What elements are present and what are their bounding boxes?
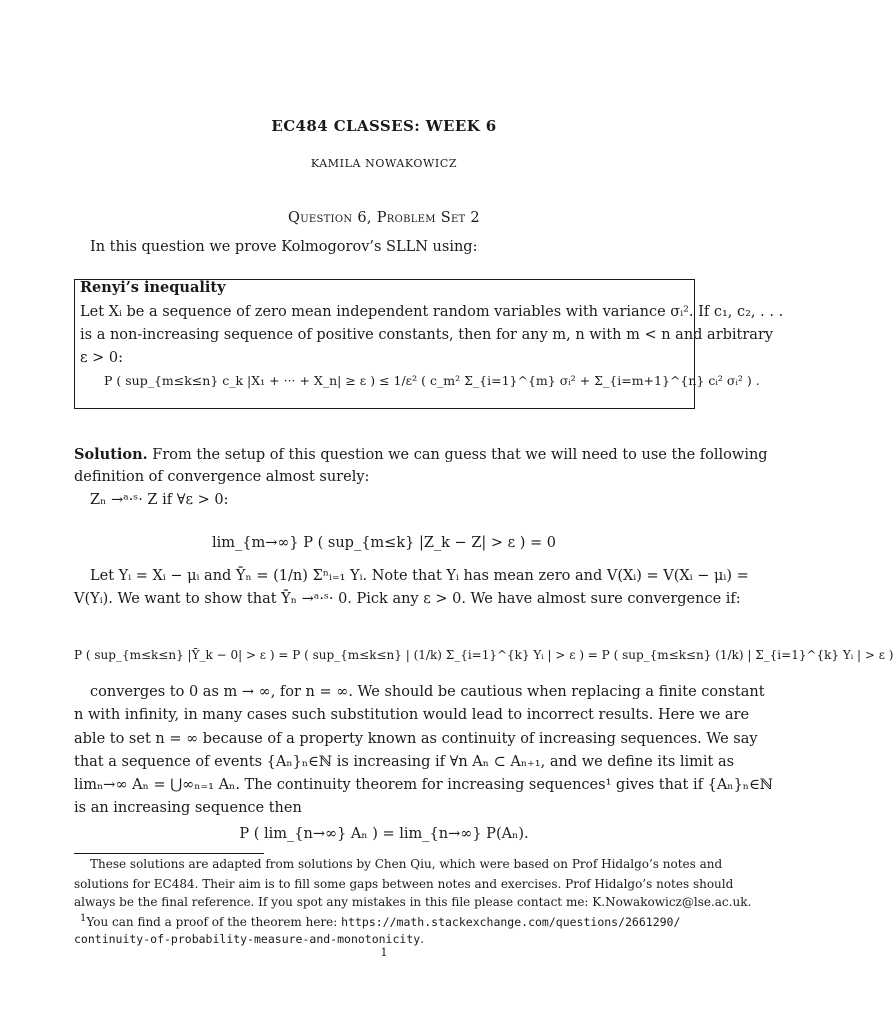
footnote-marker: 1 [80,913,87,924]
theorem-title: Renyi’s inequality [80,279,226,296]
solution-line-9: that a sequence of events {Aₙ}ₙ∈ℕ is increasing if ∀n Aₙ ⊂ Aₙ₊₁, and we define its limit as [74,754,735,770]
intro-text: In this question we prove Kolmogorov’s SLLN using: [90,239,478,255]
solution-line-2: definition of convergence almost surely: [74,469,370,485]
renyi-inequality-formula: P ( sup_{m≤k≤n} c_k |X₁ + ··· + X_n| ≥ ε ) ≤ 1/ε² ( c_m² Σ_{i=1}^{m} σᵢ² + Σ_{i=m+1}^{n} cᵢ² σᵢ² ) . [104,373,760,388]
footnote-2-line-1 [80,913,680,929]
footnote-rule [74,853,264,854]
solution-label: Solution. [74,446,148,463]
solution-line-7: n with infinity, in many cases such substitution would lead to incorrect results. Here we are [74,707,750,723]
solution-line-1 [74,446,768,463]
footnote-2-line-2 [74,932,424,946]
solution-line-5: V(Yᵢ). We want to show that Ȳₙ →ᵃ·ˢ· 0. Pick any ε > 0. We have almost sure convergence if: [74,591,741,607]
footnote-link-part-1[interactable]: https://math.stackexchange.com/questions/2661290/ [341,915,681,929]
theorem-box [74,279,760,409]
footnote-link-part-2[interactable]: continuity-of-probability-measure-and-monotonicity [74,932,421,946]
footnote-2-text: You can find a proof of the theorem here: [86,915,342,929]
solution-line-10: limₙ→∞ Aₙ = ⋃∞ₙ₌₁ Aₙ. The continuity theorem for increasing sequences¹ gives that if {Aₙ}ₙ∈ℕ [74,777,774,793]
solution-line-6: converges to 0 as m → ∞, for n = ∞. We should be cautious when replacing a finite constant [90,684,765,700]
author-name: KAMILA NOWAKOWICZ [310,157,458,170]
footnote-1-line-2: solutions for EC484. Their aim is to fill some gaps between notes and exercises. Prof Hidalgo’s notes should [74,877,734,891]
question-heading: Question 6, Problem Set 2 [288,210,480,226]
solution-line-4: Let Yᵢ = Xᵢ − μᵢ and Ȳₙ = (1/n) Σⁿᵢ₌₁ Yᵢ. Note that Yᵢ has mean zero and V(Xᵢ) = V(Xᵢ − μᵢ) = [90,568,749,584]
solution-line-11: is an increasing sequence then [74,800,302,816]
theorem-line-2: is a non-increasing sequence of positive constants, then for any m, n with m < n and arbitrary [80,327,774,343]
page-number: 1 [380,946,388,959]
solution-line-1-text: From the setup of this question we can guess that we will need to use the following [147,447,768,463]
solution-line-8: able to set n = ∞ because of a property known as continuity of increasing sequences. We say [74,731,758,747]
solution-line-3: Zₙ →ᵃ·ˢ· Z if ∀ε > 0: [90,492,229,508]
footnote-1-line-3: always be the final reference. If you spot any mistakes in this file please contact me: K.Nowakowicz@lse.ac.uk. [74,895,752,909]
footnote-2-end: . [420,932,425,946]
theorem-line-3: ε > 0: [80,350,123,366]
equation-continuity: P ( lim_{n→∞} Aₙ ) = lim_{n→∞} P(Aₙ). [239,826,529,842]
paper-title: EC484 CLASSES: WEEK 6 [271,117,497,135]
theorem-line-1: Let Xᵢ be a sequence of zero mean independent random variables with variance σᵢ². If c₁, c₂, . . . [80,304,784,320]
footnote-1-line-1: These solutions are adapted from solutions by Chen Qiu, which were based on Prof Hidalgo’s notes and [90,857,723,871]
equation-as-convergence: lim_{m→∞} P ( sup_{m≤k} |Z_k − Z| > ε ) = 0 [211,535,557,551]
equation-sup-probability: P ( sup_{m≤k≤n} |Ȳ_k − 0| > ε ) = P ( sup_{m≤k≤n} | (1/k) Σ_{i=1}^{k} Yᵢ | > ε ) = P ( sup_{m≤k≤n} (1/k) | Σ_{i=1}^{k} Yᵢ | > ε ) [74,648,893,662]
